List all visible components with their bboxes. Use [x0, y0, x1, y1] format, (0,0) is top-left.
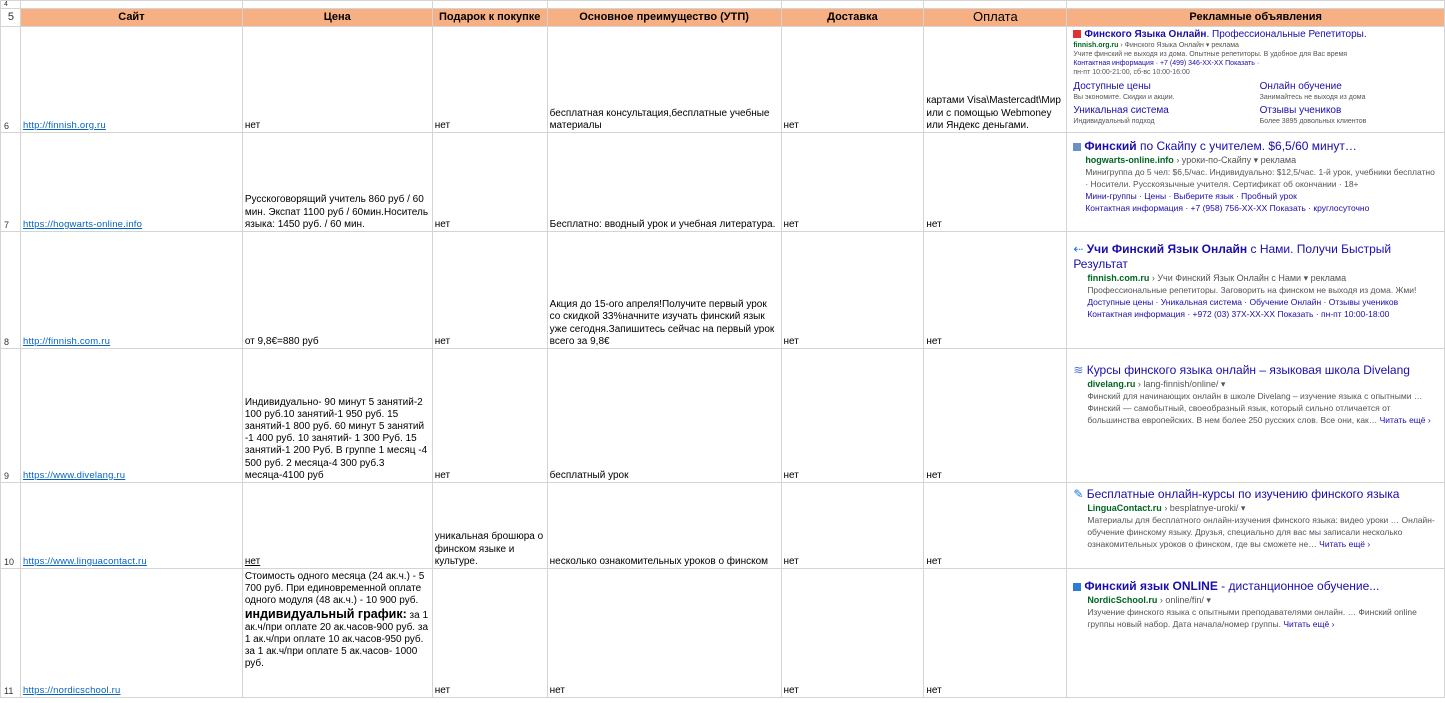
- ad-url-path: › online/fin/ ▾: [1157, 595, 1211, 605]
- delivery-cell[interactable]: нет: [781, 133, 924, 232]
- row-number[interactable]: 7: [1, 133, 21, 232]
- ad-title-bold: Финский: [1084, 139, 1137, 153]
- sitelink[interactable]: Онлайн обучение: [1259, 81, 1342, 92]
- row-number[interactable]: 8: [1, 232, 21, 349]
- ad-description: Учите финский не выходя из дома. Опытные репетиторы. В удобное для Вас время: [1073, 51, 1348, 58]
- ad-url: finnish.org.ru: [1073, 42, 1119, 49]
- delivery-cell[interactable]: нет: [781, 483, 924, 569]
- header-delivery[interactable]: Доставка: [781, 9, 924, 27]
- row-number[interactable]: 4: [1, 1, 21, 9]
- sitelink-desc: Занимайтесь не выходя из дома: [1259, 94, 1366, 101]
- ad-cell[interactable]: [1067, 133, 1445, 232]
- sitelink[interactable]: Уникальная система: [1073, 105, 1169, 116]
- payment-cell[interactable]: нет: [924, 133, 1067, 232]
- arrow-icon: ⇠: [1073, 242, 1087, 256]
- site-link[interactable]: http://finnish.org.ru: [22, 119, 106, 131]
- site-link[interactable]: https://www.linguacontact.ru: [22, 555, 147, 567]
- row-number[interactable]: 9: [1, 349, 21, 483]
- read-more-link[interactable]: Читать ещё ›: [1283, 619, 1335, 629]
- ad-cell[interactable]: [1067, 483, 1445, 569]
- ad-description: Изучение финского языка с опытными преподавателями онлайн. … Финский online группы новый набор. Дата начала/номер группы.: [1087, 607, 1417, 629]
- ad-title: с Нами. Получи Быстрый Результат: [1073, 242, 1392, 271]
- header-payment[interactable]: Оплата: [924, 9, 1067, 27]
- delivery-cell[interactable]: нет: [781, 569, 924, 698]
- price-cell[interactable]: Русскоговорящий учитель 860 руб / 60 мин. Экспат 1100 руб / 60мин.Носитель языка: 1450 руб. / 60 мин.: [242, 133, 432, 232]
- ad-url: LinguaContact.ru: [1087, 503, 1162, 513]
- school-icon: [1073, 583, 1081, 591]
- ad-url-path: › lang-finnish/online/ ▾: [1135, 379, 1226, 389]
- ad-url: finnish.com.ru: [1087, 273, 1150, 283]
- waves-icon: ≋: [1073, 363, 1087, 377]
- price-cell[interactable]: нет: [242, 27, 432, 133]
- ad-title: по Скайпу с учителем. $6,5/60 минут…: [1136, 139, 1357, 153]
- ad-cell[interactable]: [1067, 27, 1445, 133]
- payment-cell[interactable]: картами Visa\Mastercadt\Мир или с помощью Webmoney или Яндекс деньгами.: [924, 27, 1067, 133]
- ad-title-bold: Финского Языка Онлайн: [1084, 29, 1207, 40]
- favicon-icon: [1073, 143, 1081, 151]
- payment-cell[interactable]: нет: [924, 232, 1067, 349]
- ad-url: hogwarts-online.info: [1085, 155, 1174, 165]
- pen-icon: ✎: [1073, 487, 1087, 501]
- ad-description: Материалы для бесплатного онлайн-изучения финского языка: видео уроки … Онлайн-обучение финскому языку. Друзья, специально для вас мы записали несколько ознакомительных уроков о финском, где вы сможете не…: [1087, 515, 1435, 549]
- read-more-link[interactable]: Читать ещё ›: [1379, 415, 1431, 425]
- site-link[interactable]: https://hogwarts-online.info: [22, 218, 143, 230]
- ad-description: Профессиональные репетиторы. Заговорить на финском не выходя из дома. Жми!: [1087, 285, 1417, 295]
- usp-cell[interactable]: бесплатный урок: [547, 349, 781, 483]
- ad-cell[interactable]: [1067, 349, 1445, 483]
- ad-title: . Профессиональные Репетиторы.: [1206, 29, 1367, 40]
- delivery-cell[interactable]: нет: [781, 232, 924, 349]
- usp-cell[interactable]: бесплатная консультация,бесплатные учебные материалы: [547, 27, 781, 133]
- header-ads[interactable]: Рекламные объявления: [1067, 9, 1445, 27]
- ad-url-path: › Учи Финский Язык Онлайн с Нами ▾ реклама: [1149, 273, 1347, 283]
- header-site[interactable]: Сайт: [20, 9, 242, 27]
- price-text-rest: за 1 ак.ч/при оплате 20 ак.часов-900 руб. за 1 ак.ч/при оплате 10 ак.часов-950 руб. за 1 ак.ч/при оплате 5 ак.часов- 1000 руб.: [244, 609, 429, 670]
- sitelink[interactable]: Доступные цены: [1073, 81, 1151, 92]
- gift-cell[interactable]: нет: [432, 133, 547, 232]
- site-link[interactable]: https://www.divelang.ru: [22, 469, 126, 481]
- usp-cell[interactable]: Акция до 15-ого апреля!Получите первый урок со скидкой 33%начните изучать финский язык уже сегодня.Запишитесь сейчас на первый урок всего за 9,8€: [547, 232, 781, 349]
- ad-sitelinks[interactable]: Мини-группы · Цены · Выберите язык · Пробный урок: [1085, 191, 1297, 201]
- payment-cell[interactable]: нет: [924, 569, 1067, 698]
- usp-cell[interactable]: несколько ознакомительных уроков о финском: [547, 483, 781, 569]
- ad-url-path: › besplatnye-uroki/ ▾: [1161, 503, 1246, 513]
- header-gift[interactable]: Подарок к покупке: [432, 9, 547, 27]
- payment-cell[interactable]: нет: [924, 483, 1067, 569]
- price-cell[interactable]: [242, 569, 432, 698]
- ad-title: Бесплатные онлайн-курсы по изучению финского языка: [1086, 487, 1400, 501]
- delivery-cell[interactable]: нет: [781, 27, 924, 133]
- row-number[interactable]: 5: [1, 9, 21, 27]
- ad-title-bold: Учи Финский Язык Онлайн: [1086, 242, 1248, 256]
- ad-url-path: › уроки-по-Скайпу ▾ реклама: [1173, 155, 1297, 165]
- ad-description: Минигруппа до 5 чел: $6,5/час. Индивидуально: $12,5/час. 1-й урок, учебники бесплатно · Носители. Русскоязычные учителя. Сертификат об окончании · 18+: [1085, 167, 1435, 189]
- payment-cell[interactable]: нет: [924, 349, 1067, 483]
- ad-contact: Контактная информация · +7 (499) 346-XX-XX Показать ·: [1073, 60, 1260, 67]
- gift-cell[interactable]: нет: [432, 349, 547, 483]
- ad-cell[interactable]: [1067, 232, 1445, 349]
- gift-cell[interactable]: уникальная брошюра о финском языке и культуре.: [432, 483, 547, 569]
- ad-title: - дистанционное обучение...: [1217, 579, 1380, 593]
- favicon-icon: [1073, 30, 1081, 38]
- ad-sitelinks[interactable]: Доступные цены · Уникальная система · Обучение Онлайн · Отзывы учеников: [1087, 297, 1399, 307]
- delivery-cell[interactable]: нет: [781, 349, 924, 483]
- ad-contact[interactable]: Контактная информация · +972 (03) 37X-XX-XX Показать · пн-пт 10:00-18:00: [1087, 309, 1390, 319]
- ad-url: divelang.ru: [1087, 379, 1136, 389]
- row-number[interactable]: 10: [1, 483, 21, 569]
- gift-cell[interactable]: нет: [432, 232, 547, 349]
- price-bold: индивидуальный график:: [244, 606, 407, 621]
- ad-title-bold: Финский язык ONLINE: [1084, 579, 1218, 593]
- usp-cell[interactable]: Бесплатно: вводный урок и учебная литература.: [547, 133, 781, 232]
- ad-contact[interactable]: Контактная информация · +7 (958) 756-XX-XX Показать · круглосуточно: [1085, 203, 1370, 213]
- ad-title-rest: – языковая школа Divelang: [1256, 363, 1410, 377]
- site-link[interactable]: https://nordicschool.ru: [22, 684, 121, 696]
- read-more-link[interactable]: Читать ещё ›: [1319, 539, 1371, 549]
- gift-cell[interactable]: нет: [432, 27, 547, 133]
- price-cell[interactable]: [242, 483, 432, 569]
- sitelink-desc: Индивидуальный подход: [1073, 118, 1155, 125]
- gift-cell[interactable]: нет: [432, 569, 547, 698]
- sitelink-desc: Более 3895 довольных клиентов: [1259, 118, 1367, 125]
- ad-url-path: › Финского Языка Онлайн ▾ реклама: [1118, 42, 1239, 49]
- sitelink[interactable]: Отзывы учеников: [1259, 105, 1342, 116]
- price-text: Стоимость одного месяца (24 ак.ч.) - 5 700 руб. При единовременной оплате одного модуля (48 ак.ч.) - 10 900 руб.: [244, 571, 425, 607]
- ad-title: Курсы финского языка онлайн: [1086, 363, 1257, 377]
- ad-cell[interactable]: [1067, 569, 1445, 698]
- price-cell[interactable]: Индивидуально- 90 минут 5 занятий-2 100 руб.10 занятий-1 950 руб. 15 занятий-1 800 руб. 60 минут 5 занятий -1 400 руб. 10 занятий- 1 300 Руб. 15 занятий-1 200 Руб. В группе 1 месяц -4 500 руб. 2 месяца-4 300 руб.3 месяца-4100 руб: [242, 349, 432, 483]
- price-value: нет: [244, 555, 261, 567]
- price-cell[interactable]: от 9,8€=880 руб: [242, 232, 432, 349]
- site-link[interactable]: http://finnish.com.ru: [22, 335, 111, 347]
- ad-description: Финский для начинающих онлайн в школе Divelang – изучение языка с опытными … Финский — самобытный, своеобразный язык, который сильно отличается от большинства европейских. В нем более 250 русских слов. Все они, как…: [1087, 391, 1423, 425]
- ad-url: NordicSchool.ru: [1087, 595, 1158, 605]
- sitelink-desc: Вы экономите. Скидки и акции.: [1073, 94, 1175, 101]
- row-number[interactable]: 11: [1, 569, 21, 698]
- header-usp[interactable]: Основное преимущество (УТП): [547, 9, 781, 27]
- ad-hours: пн-пт 10:00-21:00, сб-вс 10:00-16:00: [1073, 69, 1190, 76]
- header-price[interactable]: Цена: [242, 9, 432, 27]
- usp-cell[interactable]: нет: [547, 569, 781, 698]
- row-number[interactable]: 6: [1, 27, 21, 133]
